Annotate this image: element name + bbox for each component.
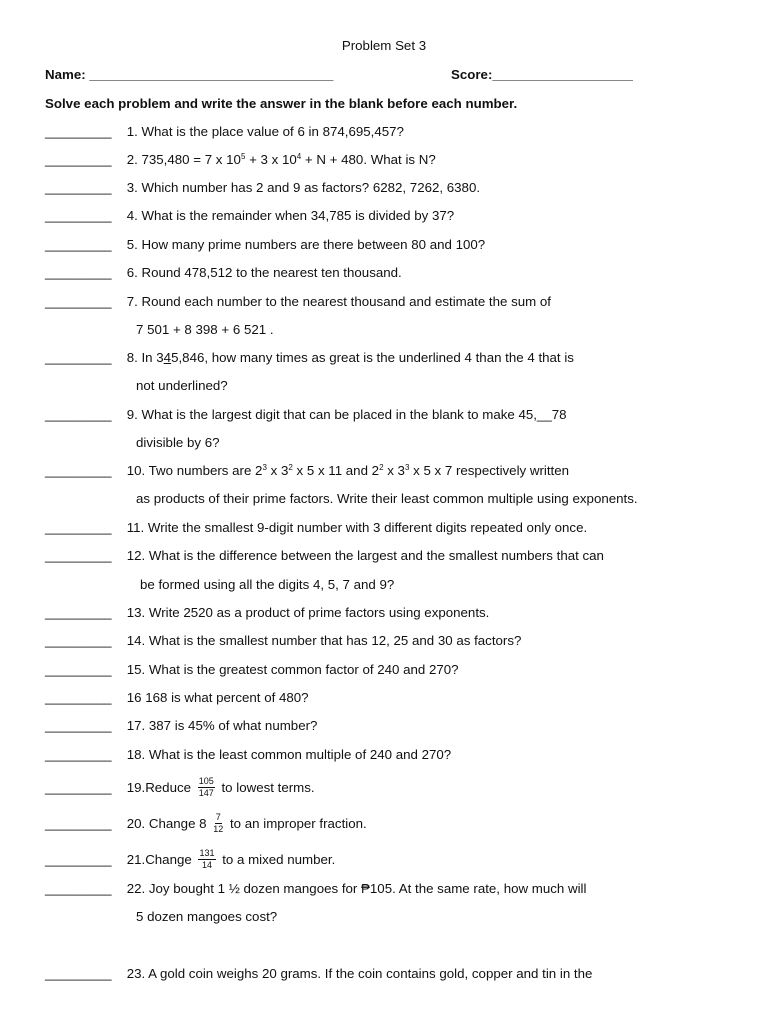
question-text: 12. What is the difference between the largest and the smallest numbers that can <box>126 548 604 563</box>
answer-blank: _________ <box>45 548 112 563</box>
answer-blank: _________ <box>45 662 112 677</box>
question-text: 21.Change <box>126 852 192 868</box>
question-text: 19.Reduce <box>126 780 192 796</box>
answer-blank: _________ <box>45 407 112 422</box>
question-16 <box>45 690 309 706</box>
exponent: 3 <box>262 463 267 472</box>
question-text: 8. In 3 <box>126 350 164 365</box>
answer-blank: _________ <box>45 463 112 478</box>
question-22-continued <box>136 909 277 925</box>
question-text: 6. Round 478,512 to the nearest ten thousand. <box>126 265 402 280</box>
answer-blank: _________ <box>45 152 112 167</box>
question-text: x 3 <box>266 463 289 478</box>
question-text: 5 dozen mangoes cost? <box>136 909 278 924</box>
fraction-denominator: 147 <box>198 788 214 798</box>
score-label: Score:___________________ <box>451 67 633 82</box>
exponent: 2 <box>288 463 293 472</box>
question-text: x 5 x 11 and 2 <box>292 463 380 478</box>
question-14 <box>45 633 521 649</box>
question-text: 20. Change 8 <box>126 816 207 832</box>
question-10-continued <box>136 491 638 507</box>
answer-blank: _________ <box>45 294 112 309</box>
answer-blank: _________ <box>45 852 112 868</box>
question-18 <box>45 747 451 763</box>
exponent: 4 <box>296 152 302 161</box>
question-9 <box>45 407 567 423</box>
question-7 <box>45 294 551 310</box>
question-text: x 3 <box>383 463 405 478</box>
fraction <box>198 777 215 798</box>
exponent: 5 <box>240 152 246 161</box>
question-17 <box>45 718 317 734</box>
answer-blank: _________ <box>45 747 112 762</box>
question-text: to lowest terms. <box>221 780 315 796</box>
question-text: to a mixed number. <box>222 852 336 868</box>
exponent: 2 <box>379 463 384 472</box>
question-5 <box>45 237 485 253</box>
exponent: 3 <box>404 463 410 472</box>
fraction <box>198 849 215 870</box>
question-text: 11. Write the smallest 9-digit number with 3 different digits repeated only once. <box>126 520 588 535</box>
answer-blank: _________ <box>45 633 112 648</box>
question-text: 7. Round each number to the nearest thousand and estimate the sum of <box>126 294 551 309</box>
question-10 <box>45 463 569 479</box>
question-text: 9. What is the largest digit that can be placed in the blank to make 45,__78 <box>126 407 567 422</box>
question-text: 3. Which number has 2 and 9 as factors? 6282, 7262, 6380. <box>126 180 481 195</box>
answer-blank: _________ <box>45 180 112 195</box>
question-text: 10. Two numbers are 2 <box>126 463 263 478</box>
question-text: 4. What is the remainder when 34,785 is divided by 37? <box>126 208 455 223</box>
question-7-continued <box>136 322 274 338</box>
question-text: 1. What is the place value of 6 in 874,695,457? <box>126 124 404 139</box>
question-8-continued <box>136 378 228 394</box>
fraction <box>213 813 223 834</box>
question-4 <box>45 208 454 224</box>
title-text: Problem Set 3 <box>341 38 427 53</box>
question-12-continued <box>140 577 394 593</box>
answer-blank: _________ <box>45 605 112 620</box>
question-12 <box>45 548 604 564</box>
fraction-denominator: 12 <box>213 824 224 834</box>
question-text: 15. What is the greatest common factor of 240 and 270? <box>126 662 459 677</box>
question-15 <box>45 662 459 678</box>
answer-blank: _________ <box>45 881 112 896</box>
answer-blank: _________ <box>45 350 112 365</box>
question-21 <box>45 850 335 871</box>
answer-blank: _________ <box>45 816 112 832</box>
name-label: Name: _________________________________ <box>45 67 334 82</box>
page-title <box>0 38 768 54</box>
answer-blank: _________ <box>45 966 112 981</box>
question-text: 22. Joy bought 1 ½ dozen mangoes for ₱105. At the same rate, how much will <box>126 881 587 896</box>
question-text: x 5 x 7 respectively written <box>409 463 570 478</box>
question-text: not underlined? <box>136 378 228 393</box>
question-text: 18. What is the least common multiple of 240 and 270? <box>126 747 452 762</box>
instructions-text: Solve each problem and write the answer in the blank before each number. <box>45 96 518 111</box>
question-8 <box>45 350 574 366</box>
question-13 <box>45 605 489 621</box>
question-2 <box>45 152 436 168</box>
question-23 <box>45 966 592 982</box>
answer-blank: _________ <box>45 718 112 733</box>
question-text: 2. 735,480 = 7 x 10 <box>126 152 241 167</box>
question-text: as products of their prime factors. Write their least common multiple using exponents. <box>136 491 638 506</box>
question-6 <box>45 265 402 281</box>
question-text: 16 168 is what percent of 480? <box>126 690 309 705</box>
question-22 <box>45 881 586 897</box>
score-field <box>451 67 633 83</box>
question-text: 7 501 + 8 398 + 6 521 . <box>136 322 274 337</box>
question-3 <box>45 180 480 196</box>
question-text: be formed using all the digits 4, 5, 7 and 9? <box>140 577 395 592</box>
answer-blank: _________ <box>45 237 112 252</box>
answer-blank: _________ <box>45 124 112 139</box>
question-20 <box>45 814 367 835</box>
answer-blank: _________ <box>45 690 112 705</box>
question-text: 23. A gold coin weighs 20 grams. If the coin contains gold, copper and tin in the <box>126 966 593 981</box>
answer-blank: _________ <box>45 265 112 280</box>
answer-blank: _________ <box>45 780 112 796</box>
name-field <box>45 67 333 83</box>
question-11 <box>45 520 587 536</box>
fraction-numerator: 7 <box>215 812 221 822</box>
instructions <box>45 96 517 112</box>
question-text: to an improper fraction. <box>229 816 367 832</box>
question-text: divisible by 6? <box>136 435 220 450</box>
underlined-digit: 4 <box>163 350 172 365</box>
question-text: 14. What is the smallest number that has 12, 25 and 30 as factors? <box>126 633 522 648</box>
fraction-denominator: 14 <box>201 860 212 870</box>
answer-blank: _________ <box>45 520 112 535</box>
question-9-continued <box>136 435 220 451</box>
question-text: 13. Write 2520 as a product of prime factors using exponents. <box>126 605 490 620</box>
question-19 <box>45 778 315 799</box>
question-text: 5. How many prime numbers are there between 80 and 100? <box>126 237 486 252</box>
question-text: + 3 x 10 <box>245 152 297 167</box>
answer-blank: _________ <box>45 208 112 223</box>
question-text: + N + 480. What is N? <box>301 152 436 167</box>
question-text: 17. 387 is 45% of what number? <box>126 718 318 733</box>
fraction-numerator: 105 <box>198 776 214 786</box>
question-1 <box>45 124 404 140</box>
question-text: 5,846, how many times as great is the underlined 4 than the 4 that is <box>171 350 574 365</box>
fraction-numerator: 131 <box>199 848 215 858</box>
